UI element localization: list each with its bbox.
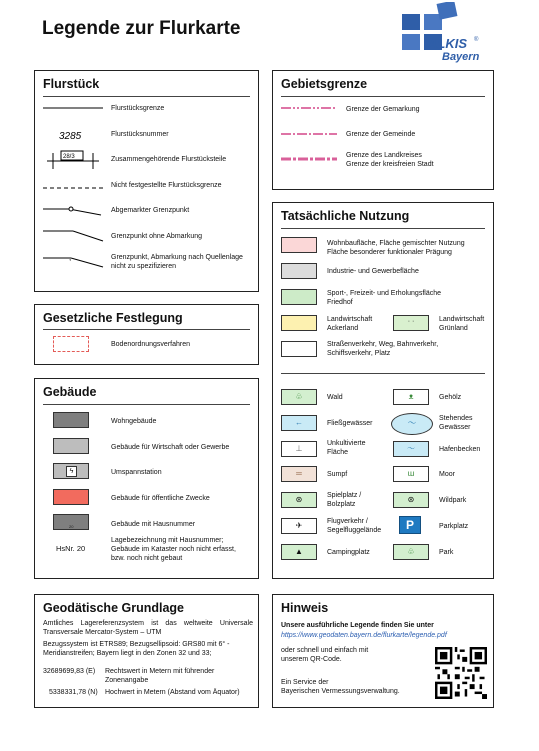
tree-icon: ♧	[295, 392, 303, 401]
flurstueck-label: Flurstücksnummer	[111, 131, 169, 138]
nutzung-label: Unkultivierte Fläche	[327, 440, 366, 456]
gebietsgrenze-label: Grenze der Gemarkung	[346, 106, 420, 113]
nutzung-label: Sport-, Freizeit- und Erholungsfläche Friedhof	[327, 290, 441, 306]
nutzung-label: Wald	[327, 394, 343, 401]
nutzung-label: Fließgewässer	[327, 420, 373, 427]
gebaeude-label: Gebäude mit Hausnummer	[111, 521, 196, 528]
nutzung-label: Industrie- und Gewerbefläche	[327, 268, 419, 275]
rechtswert-value: 32689699,83 (E)	[43, 668, 96, 675]
nutzung-box	[272, 202, 494, 579]
legende-link[interactable]: https://www.geodaten.bayern.de/flurkarte/legende.pdf	[281, 632, 447, 639]
gebaeude-label: Lagebezeichnung mit Hausnummer; Gebäude im Kataster noch nicht erfasst, bzw. noch nicht gebaut	[111, 537, 236, 562]
flurstueck-label: Nicht festgestellte Flurstücksgrenze	[111, 182, 222, 189]
flurstuecksnummer-symbol: 3285	[59, 131, 82, 142]
nutzung-label: Stehendes Gewässer	[439, 415, 473, 431]
hsnr-symbol: HsNr. 20	[56, 544, 86, 553]
bodenordnung-symbol	[53, 336, 89, 352]
page-title: Legende zur Flurkarte	[42, 18, 241, 39]
gebaeude-label: Gebäude für öffentliche Zwecke	[111, 495, 210, 502]
sumpf-swatch	[281, 466, 317, 482]
gebietsgrenze-heading: Gebietsgrenze	[281, 77, 368, 91]
rechtswert-label: Rechtswert in Metern mit führender Zonenangabe	[105, 668, 215, 684]
gebietsgrenze-label: Grenze des Landkreises Grenze der kreisfreien Stadt	[346, 152, 434, 168]
gebaeude-label: Gebäude für Wirtschaft oder Gewerbe	[111, 444, 230, 451]
flugverkehr-swatch	[281, 518, 317, 534]
wohnbau-swatch	[281, 237, 317, 253]
unkultiviert-swatch	[281, 441, 317, 457]
campingplatz-swatch	[281, 544, 317, 560]
park-icon: ♧	[407, 547, 415, 556]
nutzung-label: Campingplatz	[327, 549, 370, 556]
festlegung-label: Bodenordnungsverfahren	[111, 341, 191, 348]
playground-icon: ⊛	[295, 495, 303, 504]
nutzung-label: Gehölz	[439, 394, 462, 401]
hafenbecken-swatch	[393, 441, 429, 457]
oeffentlich-swatch	[53, 489, 89, 505]
ackerland-swatch	[281, 315, 317, 331]
wald-swatch	[281, 389, 317, 405]
qr-code[interactable]	[435, 647, 487, 699]
hinweis-bold: Unsere ausführliche Legende finden Sie unter	[281, 622, 434, 629]
sumpf-icon: ═	[296, 469, 302, 478]
festlegung-heading: Gesetzliche Festlegung	[43, 311, 183, 325]
parking-icon: P	[405, 518, 414, 532]
sport-swatch	[281, 289, 317, 305]
svg-text:28/3: 28/3	[63, 154, 75, 160]
stehendes-gewaesser-swatch	[391, 413, 433, 435]
industrie-swatch	[281, 263, 317, 279]
gebietsgrenze-box	[272, 70, 494, 190]
logo-text: ALKIS	[428, 36, 467, 51]
umspannstation-swatch	[53, 463, 89, 479]
flurstueck-label: Flurstücksgrenze	[111, 105, 165, 112]
hinweis-heading: Hinweis	[281, 601, 329, 615]
flurstueck-label: Grenzpunkt, Abmarkung nach Quellenlage nicht zu spezifizieren	[111, 254, 243, 270]
unkultiviert-icon: ⊥	[295, 444, 303, 453]
geodaetisch-heading: Geodätische Grundlage	[43, 601, 185, 615]
spielplatz-swatch	[281, 492, 317, 508]
gewerbe-swatch	[53, 438, 89, 454]
shrub-icon: ᴥ	[408, 392, 414, 401]
nutzung-label: Parkplatz	[439, 523, 469, 530]
geodaetisch-box	[34, 594, 259, 708]
parkplatz-swatch	[399, 516, 421, 534]
park-swatch	[393, 544, 429, 560]
water-icon: 〜	[407, 418, 417, 428]
plane-icon: ✈	[295, 521, 303, 530]
lightning-icon: ϟ	[66, 466, 77, 477]
nutzung-label: Straßenverkehr, Weg, Bahnverkehr, Schiffsverkehr, Platz	[327, 341, 439, 357]
gebaeude-box	[34, 378, 259, 579]
hinweis-service2: Bayerischen Vermessungsverwaltung.	[281, 688, 400, 695]
gebaeude-heading: Gebäude	[43, 385, 97, 399]
nutzung-label: Wildpark	[439, 497, 467, 504]
flurstueck-label: Zusammengehörende Flurstücksteile	[111, 156, 227, 163]
nutzung-label: Landwirtschaft Ackerland	[327, 316, 373, 332]
moor-swatch	[393, 466, 429, 482]
tent-icon: ▲	[295, 547, 303, 556]
nutzung-label: Sumpf	[327, 471, 348, 478]
gebaeude-label: Wohngebäude	[111, 418, 157, 425]
festlegung-box	[34, 304, 259, 365]
deer-icon: ⊛	[407, 495, 415, 504]
hochwert-value: 5338331,78 (N)	[49, 689, 98, 696]
wohngebaeude-swatch	[53, 412, 89, 428]
hinweis-box	[272, 594, 494, 708]
logo-subtext: Bayern	[442, 51, 480, 63]
alkis-logo	[398, 2, 490, 64]
moor-icon: ɯ	[407, 469, 415, 478]
nutzung-heading: Tatsächliche Nutzung	[281, 209, 410, 223]
geodaetisch-para2: Bezugssystem ist ETRS89; Bezugsellipsoid: GRS80 mit 6° - Meridianstreifen; Bayern liegt in den Zonen 32 und 33;	[43, 641, 230, 657]
hausnummer-swatch: 20	[53, 514, 89, 530]
flurstueck-symbols	[43, 103, 105, 293]
nutzung-label: Spielplatz / Bolzplatz	[327, 492, 362, 508]
wildpark-swatch	[393, 492, 429, 508]
flurstueck-label: Abgemarkter Grenzpunkt	[111, 207, 190, 214]
gebietsgrenze-label: Grenze der Gemeinde	[346, 131, 416, 138]
hochwert-label: Hochwert in Metern (Abstand vom Äquator)	[105, 689, 240, 696]
nutzung-label: Landwirtschaft Grünland	[439, 316, 485, 332]
svg-text:®: ®	[474, 37, 479, 43]
nutzung-label: Moor	[439, 471, 455, 478]
flurstueck-heading: Flurstück	[43, 77, 100, 91]
svg-text:,: ,	[69, 253, 72, 262]
nutzung-label: Flugverkehr / Segelfluggelände	[327, 518, 382, 534]
nutzung-label: Park	[439, 549, 454, 556]
gehoelz-swatch	[393, 389, 429, 405]
flurstueck-box	[34, 70, 259, 292]
hinweis-line2: oder schnell und einfach mit unserem QR-Code.	[281, 647, 369, 663]
gebietsgrenze-symbols	[281, 101, 341, 166]
nutzung-label: Wohnbaufläche, Fläche gemischter Nutzung Fläche besonderer funktionaler Prägung	[327, 240, 465, 256]
water-icon: 〜	[407, 444, 415, 453]
flurstueck-label: Grenzpunkt ohne Abmarkung	[111, 233, 203, 240]
gebaeude-label: Umspannstation	[111, 469, 162, 476]
hinweis-service1: Ein Service der	[281, 679, 329, 686]
strasse-swatch	[281, 341, 317, 357]
fliessgewaesser-swatch	[281, 415, 317, 431]
arrow-left-icon: ←	[295, 418, 303, 427]
geodaetisch-para1: Amtliches Lagereferenzsystem ist das weltweite Universale Transversale Mercator-System – UTM	[43, 620, 253, 636]
nutzung-label: Hafenbecken	[439, 446, 481, 453]
gruenland-swatch: · ·	[393, 315, 429, 331]
